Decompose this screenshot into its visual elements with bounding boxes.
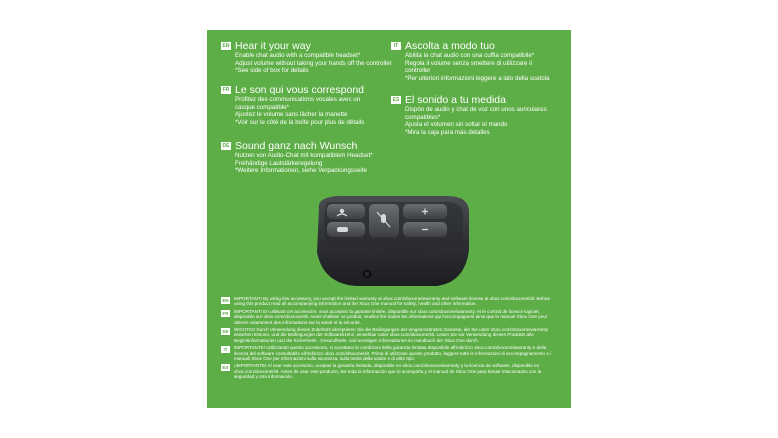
legal-row [221,327,557,343]
legal-row [221,345,557,361]
legal-text: IMPORTANT! En utilisant cet accessoire, vous acceptez la garantie limitée, disponible sur xbox.com/xboxone/warranty, et le contrat de licence logiciel, disponible sur xbox.com/xboxone/slt. Avant d'utiliser ce produit, veuillez lire toutes les informations qui l'accompagnent ainsi que le manuel Xbox One pour obtenir notamment des informations sur la santé et la sécurité. [234,308,548,325]
legal-notices [221,296,557,382]
lang-badge: EN [222,43,230,49]
lang-badge: IT [391,42,401,50]
section-line: Enable chat audio with a compatible headset* [235,52,361,59]
stereo-headset-adapter-image [297,190,487,305]
section-title: Le son qui vous correspond [235,84,364,96]
section-title: El sonido a tu medida [405,94,506,106]
lang-badge: IT [221,346,230,353]
section-line: Ajustez le volume sans lâcher la manette [235,111,348,119]
legal-text: ¡IMPORTANTE! Al usar este accesorio, aceptas la garantía limitada, disponible en xbox.com/xboxone/warranty y la licencia de software, disponible en xbox.com/xboxone/slt. Antes de usar este producto, lee toda la información que lo acompaña y el manual de Xbox One para temas relacionados con la seguridad y otra información. [234,363,542,380]
game-controller-icon [337,227,348,232]
lang-badge: EN [222,298,229,303]
legal-text: IMPORTANT! By using this accessory, you accept the limited warranty at xbox.com/xboxone/warranty and software license at xbox.com/xboxone/slt. Before using this product read all accompanying information and the Xbox One manual for safety, health and other information. [234,296,551,307]
section-line: Regola il volume senza smettere di utilizzare il [405,59,532,67]
lang-badge: FR [222,87,230,93]
mic-monitor-button [327,204,365,219]
lang-badge: DE [222,143,230,149]
legal-row [221,309,557,325]
legal-row [221,296,557,307]
section-es [391,94,547,136]
section-line: Freihändige Lautstärkeregelung [235,159,323,167]
section-fr [221,84,364,126]
legal-text: IMPORTANTE! Utilizzando questo accessorio, si accettano le condizioni della garanzia limitata disponibile all'indirizzo xbox.com/xboxone/warranty e della licenza del software consultabile all'indirizzo xbox.com/xboxone/slt. Prima di utilizzare questo prodotto, leggere tutte le informazioni di accompagnamento e i manuali Xbox One per informazioni sulla sicurezza, sulla tutela della salute e di altro tipo. [234,345,552,362]
legal-text: WICHTIG! Durch Verwendung dieses Zubehörs akzeptieren Sie die Bedingungen der eingeschränkten Garantie, die Sie unter xbox.com/xboxone/warranty einsehen können, und die Bedingungen der Softwarelizenz, einsehbar unter xbox.com/xboxone/slt. Lesen Sie vor Verwendung dieses Produkts alle Begleitinformationen und die Sicherheits-, Gesundheits- und sonstigen Informationen im Handbuch der Xbox One durch. [234,327,549,343]
lang-badge: DE [222,329,229,335]
section-line: Nutzen von Audio-Chat mit kompatiblem Headset* [235,152,373,159]
lang-badge: ES [392,97,400,103]
section-title: Sound ganz nach Wunsch [235,140,358,152]
section-line: casque compatible* [235,103,290,111]
package-panel [207,30,571,408]
section-title: Ascolta a modo tuo [405,40,495,52]
section-title: Hear it your way [235,40,311,52]
section-line: compatibles* [405,113,441,121]
legal-row [221,363,557,379]
section-it [391,40,549,82]
section-line: Dispón de audio y chat de voz con unos auriculares [405,106,547,113]
section-line: *See side of box for details [235,67,309,75]
section-line: Profitez des communications vocales avec un [235,96,361,103]
section-line: *Voir sur le côté de la boîte pour plus de détails [235,118,365,126]
section-line: Adjust volume without taking your hands off the controller [235,59,392,67]
section-line: Abilita la chat audio con una cuffia compatibile* [405,52,535,59]
section-en [221,40,392,75]
section-line: *Per ulteriori informazioni leggere a lato della scatola [405,74,550,82]
lang-badge: ES [222,365,229,371]
section-line: *Weitere Informationen, siehe Verpackungsseite [235,167,367,175]
section-line: controller [405,67,431,75]
section-line: *Mira la caja para más detalles [405,128,490,136]
section-de [221,140,373,175]
section-line: Ajusta el volumen sin soltar el mando [405,121,508,129]
lang-badge: FR [222,310,229,316]
